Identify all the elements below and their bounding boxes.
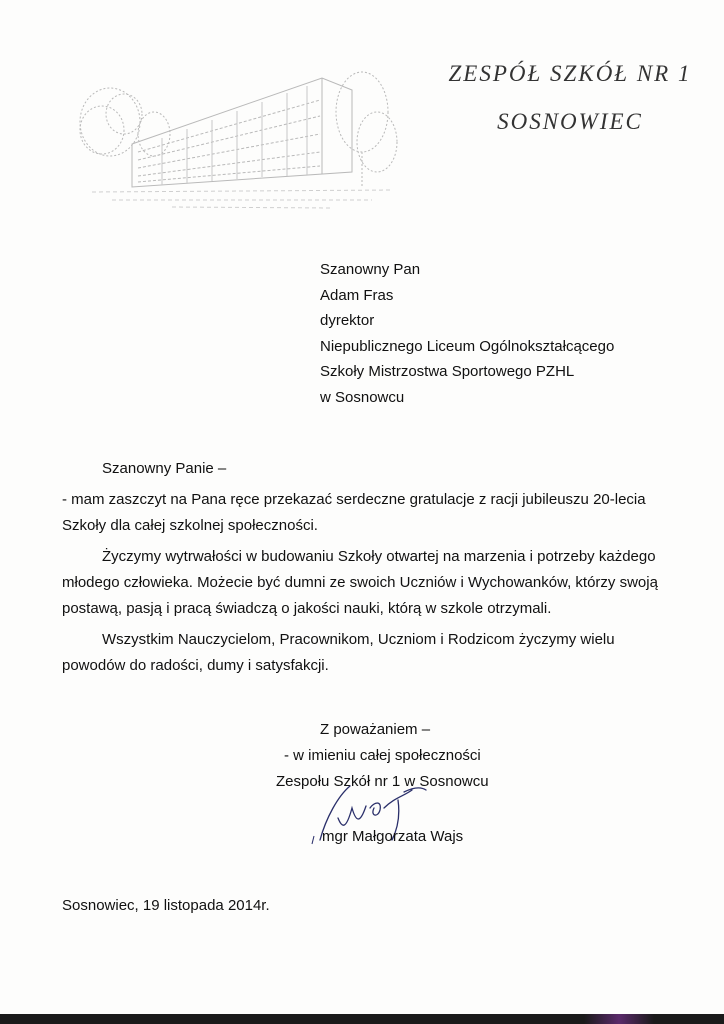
school-name-line1: ZESPÓŁ SZKÓŁ NR 1: [448, 61, 692, 86]
school-name: [440, 50, 700, 146]
tree-cluster-left: [80, 88, 170, 156]
body-paragraph: Wszystkim Nauczycielom, Pracownikom, Uczniom i Rodzicom życzymy wielu powodów do radości, dumy i satysfakcji.: [62, 631, 615, 674]
body-paragraph: - mam zaszczyt na Pana ręce przekazać serdeczne gratulacje z racji jubileuszu 20-lecia Szkoły dla całej szkolnej społeczności.: [62, 491, 646, 534]
letter-body: [62, 487, 662, 684]
school-building-illustration: [72, 52, 402, 212]
recipient-line: Szanowny Pan: [320, 261, 421, 278]
ground-lines: [92, 190, 392, 208]
recipient-line: dyrektor: [320, 312, 375, 329]
recipient-line: Szkoły Mistrzostwa Sportowego PZHL: [320, 363, 575, 380]
building-outline: [132, 78, 352, 187]
closing-regards: Z poważaniem –: [320, 721, 431, 738]
signer-name: mgr Małgorzata Wajs: [322, 828, 464, 845]
body-paragraph: Życzymy wytrwałości w budowaniu Szkoły otwartej na marzenia i potrzeby każdego młodego człowieka. Możecie być dumni ze swoich Uczniów i Wychowanków, którzy swoją postawą, pasją i pracą świadczą o jakości nauki, którą w szkole otrzymali.: [62, 548, 658, 617]
recipient-line: w Sosnowcu: [320, 388, 405, 406]
recipient-address: [320, 257, 614, 410]
closing-school: Zespołu Szkół nr 1 w Sosnowcu: [276, 773, 489, 790]
tree-cluster-right: [336, 72, 397, 187]
salutation: Szanowny Panie –: [102, 460, 227, 477]
recipient-line: Adam Fras: [320, 286, 394, 304]
place-and-date: Sosnowiec, 19 listopada 2014r.: [62, 897, 270, 914]
school-name-city: SOSNOWIEC: [497, 109, 643, 134]
closing-on-behalf: - w imieniu całej społeczności: [284, 747, 481, 764]
recipient-line: Niepublicznego Liceum Ogólnokształcącego: [320, 337, 615, 355]
scan-bottom-edge: [0, 1014, 724, 1024]
